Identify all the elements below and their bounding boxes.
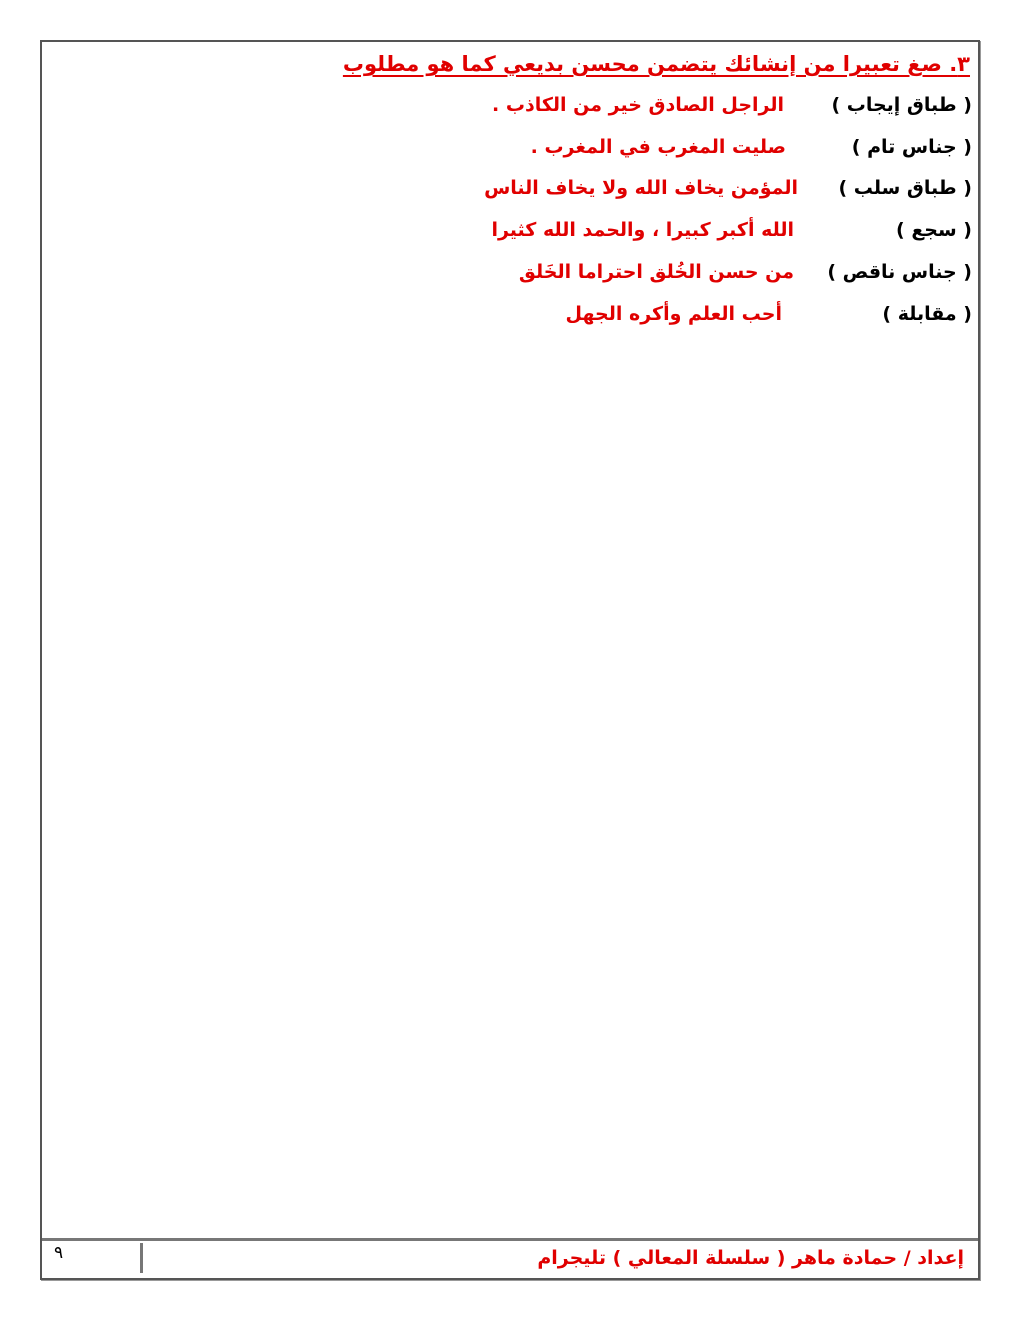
list-item	[42, 219, 976, 253]
example-sentence: صليت المغرب في المغرب .	[530, 136, 786, 158]
example-sentence: من حسن الخُلق احتراما الخَلق	[518, 261, 794, 283]
example-sentence: أحب العلم وأكره الجهل	[565, 303, 782, 325]
list-item	[42, 177, 976, 211]
page-footer	[42, 1243, 978, 1277]
list-item	[42, 261, 976, 295]
example-sentence: المؤمن يخاف الله ولا يخاف الناس	[484, 177, 798, 199]
question-heading: ٣. صغ تعبيرا من إنشائك يتضمن محسن بديعي كما هو مطلوب	[342, 52, 970, 76]
device-term: ( طباق سلب )	[838, 177, 972, 199]
page-number: ٩	[54, 1243, 64, 1263]
author-credit: إعداد / حمادة ماهر ( سلسلة المعالي ) تليجرام	[537, 1247, 964, 1269]
device-term: ( سجع )	[896, 219, 972, 241]
footer-divider-line	[42, 1238, 978, 1241]
device-term: ( جناس ناقص )	[827, 261, 972, 283]
list-item	[42, 303, 976, 337]
footer-separator	[140, 1243, 143, 1273]
device-term: ( طباق إيجاب )	[831, 94, 972, 116]
worksheet-content	[42, 48, 976, 1228]
example-sentence: الراجل الصادق خير من الكاذب .	[492, 94, 784, 116]
list-item	[42, 94, 976, 128]
device-term: ( جناس تام )	[851, 136, 972, 158]
device-term: ( مقابلة )	[882, 303, 972, 325]
example-sentence: الله أكبر كبيرا ، والحمد الله كثيرا	[491, 219, 794, 241]
list-item	[42, 136, 976, 170]
